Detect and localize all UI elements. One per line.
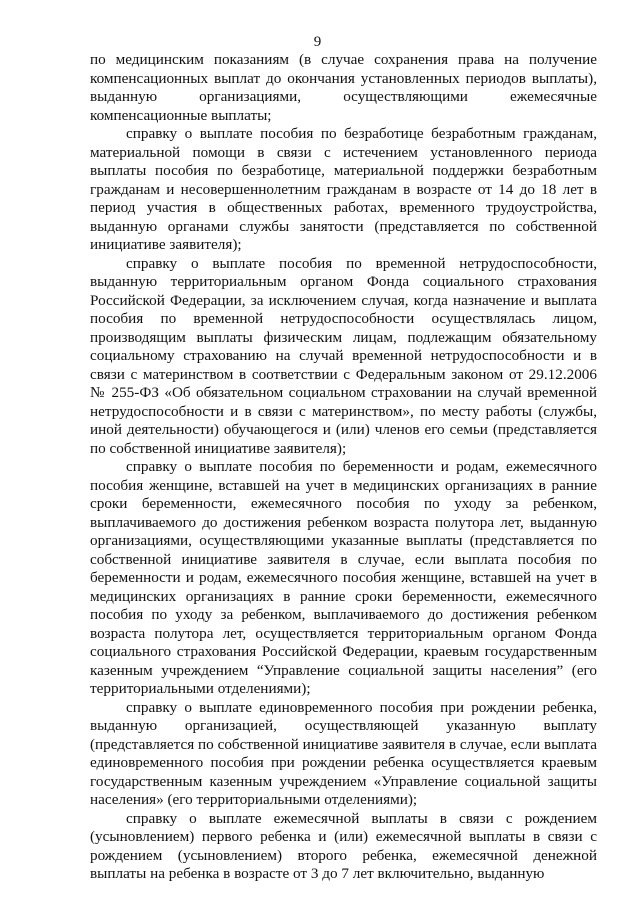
page-number: 9 bbox=[313, 34, 322, 50]
paragraph-monthly-payment: справку о выплате ежемесячной выплаты в связи с рождением (усыновлением) первого ребенка и (или) ежемесячной выплаты в связи с рождением (усыновлением) второго ребенка, ежемесячной денежной выплаты на ребенка в возрасте от 3 до 7 лет включительно, выданную bbox=[90, 809, 597, 882]
paragraph-birth-allowance: справку о выплате единовременного пособия при рождении ребенка, выданную организацией, осуществляющей указанную выплату (представляется по собственной инициативе заявителя в случае, если выплата единовременного пособия при рождении ребенка осуществляется краевым государственным казенным учреждением «Управление социальной защиты населения» (его территориальными отделениями); bbox=[90, 698, 597, 808]
paragraph-temporary-disability: справку о выплате пособия по временной нетрудоспособности, выданную территориальным органом Фонда социального страхования Российской Федерации, за исключением случая, когда назначение и выплата пособия по временной нетрудоспособности осуществлялась лицом, производящим выплаты физическим лицам, подлежащим обязательному социальному страхованию на случай временной нетрудоспособности и в связи с материнством в соответствии с Федеральным законом от 29.12.2006 № 255-ФЗ «Об обязательном социальном страховании на случай временной нетрудоспособности и в связи с материнством», по месту работы (службы, иной деятельности) обучающегося и (или) членов его семьи (представляется по собственной инициативе заявителя); bbox=[90, 254, 597, 457]
paragraph-maternity-benefit: справку о выплате пособия по беременности и родам, ежемесячного пособия женщине, вставшей на учет в медицинских организациях в ранние сроки беременности, ежемесячного пособия по уходу за ребенком, выплачиваемого до достижения ребенком возраста полутора лет, выданную организациями, осуществляющими указанные выплаты (представляется по собственной инициативе заявителя в случае, если выплата пособия по беременности и родам, ежемесячного пособия женщине, вставшей на учет в медицинских организациях в ранние сроки беременности, ежемесячного пособия по уходу за ребенком, выплачиваемого до достижения ребенком возраста полутора лет, осуществляется территориальным органом Фонда социального страхования Российской Федерации, краевым государственным казенным учреждением “Управление социальной защиты населения” (его территориальными отделениями); bbox=[90, 458, 597, 697]
document-body bbox=[90, 51, 597, 884]
paragraph-unemployment-benefit: справку о выплате пособия по безработице безработным гражданам, материальной помощи в связи с истечением установленного периода выплаты пособия по безработице, материальной поддержки безработным гражданам и несовершеннолетним гражданам в возрасте от 14 до 18 лет в период участия в общественных работах, временного трудоустройства, выданную органами службы занятости (представляется по собственной инициативе заявителя); bbox=[90, 125, 597, 253]
paragraph-continuation: по медицинским показаниям (в случае сохранения права на получение компенсационных выплат до окончания установленных периодов выплаты), выданную организациями, осуществляющими ежемесячные компенсационные выплаты; bbox=[90, 51, 597, 124]
